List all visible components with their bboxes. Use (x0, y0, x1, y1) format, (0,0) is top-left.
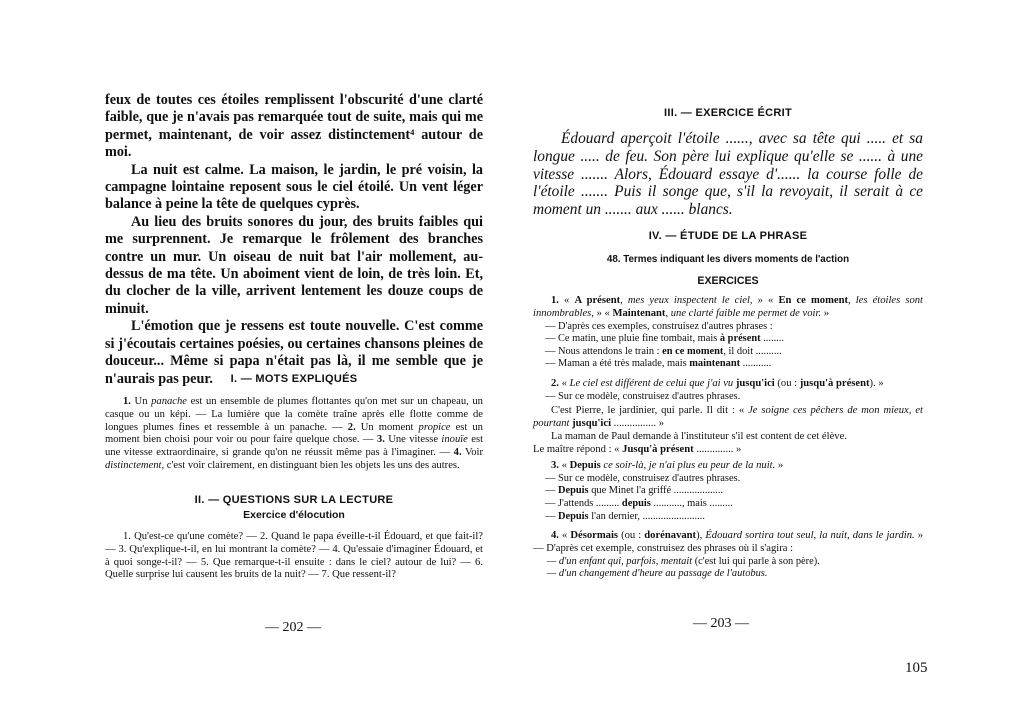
paragraph: Au lieu des bruits sonores du jour, des bruits faibles qui me surprennent. Je remarque le frôlement des branches contre un mur. Un oiseau de nuit bat l'air mollement, au-dessus de ma tête. Un aboiment vient de loin, de très loin. Et, du clocher de la ville, arrivent lentement les douze coups de minuit. (105, 213, 483, 317)
keyword: jusqu'ici (569, 418, 612, 430)
section-title-mots: I. — MOTS EXPLIQUÉS (230, 373, 358, 385)
exercise-paragraph (533, 405, 923, 431)
exercise-2 (533, 378, 923, 457)
text: est une vitesse extraordinaire, si grande qu'on ne réussit même pas à l'imaginer. — (105, 434, 484, 459)
exercise-number: 3. (551, 460, 559, 471)
exercice-ecrit-text: Édouard aperçoit l'étoile ......, avec sa tête qui ..... et sa longue ..... de feu. Son père lui explique qu'elle se ...... à une vitesse ....... Alors, Édouard essaye d'...... la course folle de l'étoile ....... Puis il songe que, s'il la revoyait, il serait à ce moment un ....... aux ...... blancs. (533, 130, 923, 219)
text: « (564, 295, 575, 306)
text: l'an dernier, ........................ (588, 510, 705, 522)
text: Une vitesse (388, 434, 439, 446)
exercise-1 (533, 295, 923, 371)
text: ................ » (611, 418, 664, 430)
text: — (545, 485, 558, 497)
item-number: 2. (347, 421, 356, 433)
paragraph: L'émotion que je ressens est toute nouvelle. C'est comme si j'écoutais certaines poésies, ou certaines chansons pleines de douceur... Même si papa n'était pas là, il me semble que je n'aurais pas peur. (105, 318, 483, 387)
exercise-paragraph (533, 444, 923, 457)
text: , une clarté faible me permet de voir. (665, 307, 822, 319)
text: » — D'après cet exemple, construisez des phrases où il s'agira : (533, 530, 924, 554)
section-title-etude: IV. — ÉTUDE DE LA PHRASE (648, 230, 808, 242)
text: , les étoiles sont innombrables, (533, 295, 923, 319)
keyword: à présent (719, 333, 761, 345)
text: — Maman a été très malade, mais (545, 358, 690, 370)
corner-page-number: 105 (905, 660, 928, 676)
keyword: A présent (574, 295, 621, 306)
item-number: 4. (453, 447, 462, 459)
keyword: jusqu'ici (733, 378, 775, 389)
text: est un ensemble de plumes flottantes qu'on met sur un chapeau, un casque ou un képi. — La lumière que la comète traîne après elle flotte comme de longues plumes fines et ressemble à un panache. — (105, 396, 483, 433)
text: — d'un changement d'heure au passage de l'autobus. (547, 568, 768, 580)
keyword: Maintenant (612, 307, 666, 319)
text: Un moment (360, 421, 414, 433)
instruction: — Sur ce modèle, construisez d'autres phrases. (545, 472, 741, 484)
keyword: Désormais (570, 530, 619, 541)
text: , c'est voir clairement, en distinguant bien les objets les uns des autres. (161, 459, 460, 471)
exercise-4 (533, 530, 923, 581)
questions-text: 1. Qu'est-ce qu'une comète? — 2. Quand le papa éveille-t-il Édouard, et que fait-il? — 3. Qu'explique-t-il, en lui montrant la comète? — 4. Qu'essaie d'imaginer Édouard, et à quoi songe-t-il? — 5. Que remarque-t-il ensuite : dans le ciel? autour de lui? — 6. Quelle surprise lui causent les bruits de la nuit? — 7. Que ressent-il? (105, 531, 483, 581)
item-number: 1. (123, 396, 131, 407)
keyword: jusqu'à présent (799, 378, 870, 389)
right-page (533, 0, 923, 720)
exercise-line (533, 346, 923, 359)
text: ). » (869, 378, 884, 389)
text: Voir (464, 447, 483, 459)
text: ........... (740, 358, 772, 370)
text: ce soir-là, je n'ai plus eu peur de la nuit. (600, 460, 776, 471)
page-number-left: — 202 — (265, 620, 321, 635)
exercise-2-prompt (533, 378, 923, 391)
section-subtitle: Exercice d'élocution (243, 509, 345, 521)
exercise-number: 4. (551, 530, 559, 541)
text: Je soigne ces pêchers de mon mieux, et pourtant (533, 405, 923, 430)
paragraph: feux de toutes ces étoiles remplissent l'obscurité d'une clarté faible, que je n'avais pas remarquée tout de suite, mais qui me permet, maintenant, de voir assez distinctement⁴ autour de moi. (105, 92, 483, 161)
text: Un (134, 396, 148, 407)
page-number-right: — 203 — (693, 616, 749, 631)
text: — J'attends ......... (545, 497, 622, 509)
text: ..........., mais ......... (650, 497, 733, 509)
text: (c'est lui qui parle à son père). (692, 555, 820, 567)
keyword: Jusqu'à présent (622, 443, 694, 455)
keyword: distinctement (105, 459, 162, 471)
subsection-48: 48. Termes indiquant les divers moments de l'action (606, 254, 850, 265)
section-title-exercice-ecrit: III. — EXERCICE ÉCRIT (664, 107, 792, 119)
exercise-3-prompt (533, 460, 923, 473)
keyword: Depuis (558, 485, 589, 497)
exercise-line (533, 511, 923, 524)
text: , mes yeux inspectent le ciel, (620, 295, 753, 306)
keyword: maintenant (689, 358, 741, 370)
text: (ou : (774, 378, 800, 389)
exercise-line (533, 498, 923, 511)
keyword: propice (418, 421, 451, 433)
keyword: depuis (621, 497, 651, 509)
text: Le maître répond : « (533, 443, 623, 455)
left-page (105, 0, 483, 720)
exercise-4-prompt (533, 530, 923, 556)
text: « (561, 378, 570, 389)
keyword: Depuis (569, 460, 601, 471)
exercices-heading: EXERCICES (697, 275, 759, 287)
item-number: 3. (376, 434, 385, 446)
instruction: — D'après ces exemples, construisez d'autres phrases : (545, 320, 773, 332)
text: « (562, 530, 571, 541)
section-title-questions: II. — QUESTIONS SUR LA LECTURE (194, 494, 394, 506)
text: ........ (760, 333, 784, 345)
text: — Ce matin, une pluie fine tombait, mais (545, 333, 720, 345)
keyword: en ce moment (662, 345, 724, 357)
mots-expliques-text (105, 396, 483, 473)
exercise-number: 1. (551, 295, 559, 306)
text: » « (752, 295, 779, 306)
keyword: Depuis (558, 510, 589, 522)
text: » (821, 307, 830, 319)
exercise-1-prompt (533, 295, 923, 321)
text: , il doit .......... (723, 345, 782, 357)
text: C'est Pierre, le jardinier, qui parle. Il dit : « (551, 405, 749, 417)
text: » (775, 460, 784, 471)
keyword: dorénavant (644, 530, 697, 541)
exercise-line (533, 485, 923, 498)
text: Le ciel est différent de celui que j'ai vu (569, 378, 734, 389)
reading-text (105, 92, 483, 388)
exercise-line (533, 358, 923, 371)
text: — d'un enfant qui, parfois, mentait (547, 555, 693, 567)
text: que Minet l'a griffé ................... (588, 485, 724, 497)
exercise-line (533, 333, 923, 346)
keyword: panache (151, 396, 187, 407)
exercise-paragraph: La maman de Paul demande à l'instituteur s'il est content de cet élève. (551, 430, 847, 442)
text: est un moment bien choisi pour voir ou pour faire quelque chose. — (105, 421, 483, 446)
exercise-3 (533, 460, 923, 523)
exercise-line (533, 556, 923, 569)
text: .............. » (693, 443, 742, 455)
text: — (545, 510, 558, 522)
text: — Nous attendons le train : (545, 345, 663, 357)
text: (ou : (618, 530, 645, 541)
text: » « (593, 307, 613, 319)
exercise-number: 2. (551, 378, 559, 389)
keyword: En ce moment (778, 295, 849, 306)
keyword: inouïe (441, 434, 468, 446)
paragraph: La nuit est calme. La maison, le jardin, le pré voisin, la campagne lointaine reposent sous le ciel étoilé. Un vent léger balance à peine la tête de quelques cyprès. (105, 161, 483, 213)
text: ), (696, 530, 706, 541)
instruction: — Sur ce modèle, construisez d'autres phrases. (545, 390, 741, 402)
exercise-line (533, 568, 923, 581)
text: Édouard sortira tout seul, la nuit, dans le jardin. (705, 530, 915, 541)
text: « (561, 460, 570, 471)
